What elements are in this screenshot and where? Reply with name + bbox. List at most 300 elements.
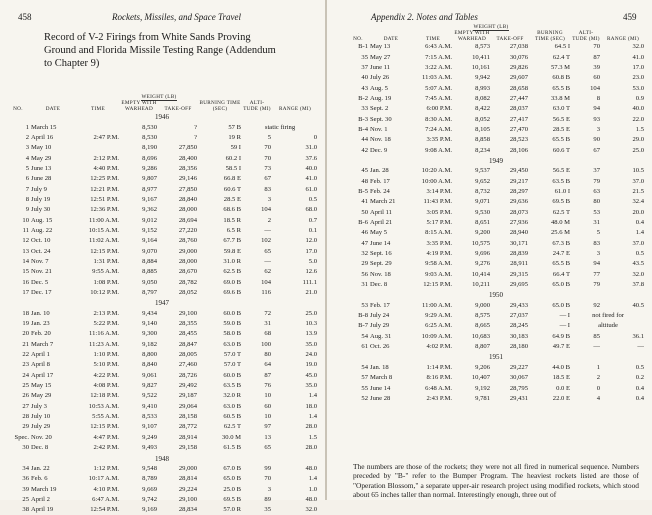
table-row	[6, 195, 318, 205]
cell-date: May 29	[31, 154, 52, 162]
cell-no: B-1	[358, 43, 368, 51]
cell-range: 32.4	[632, 198, 645, 206]
cell-takeoff: 27,038	[509, 43, 529, 51]
cell-alt: 37	[593, 167, 601, 175]
cell-burning: 62.5 B	[223, 268, 242, 276]
cell-takeoff: 28,694	[178, 216, 198, 224]
cell-empty: 9,070	[142, 247, 157, 255]
table-row	[347, 321, 645, 331]
cell-burning: 30.0 M	[221, 433, 242, 441]
cell-date: Jan. 18	[370, 363, 389, 371]
cell-time: 7:15 A.M.	[425, 53, 452, 61]
table-row	[347, 363, 645, 373]
cell-date: June 14	[370, 239, 391, 247]
cell-date: April 19	[31, 506, 54, 514]
cell-empty: 8,840	[142, 361, 157, 369]
cell-date: July 19	[31, 195, 51, 203]
cell-date: March 21	[370, 198, 396, 206]
cell-range: 23.0	[632, 74, 645, 82]
cell-no: B-6	[358, 219, 368, 227]
cell-time: 2:47 P.M.	[93, 133, 119, 141]
cell-time: 4:40 P.M.	[93, 164, 119, 172]
page-number-left: 458	[18, 12, 32, 22]
cell-no: 12	[22, 237, 29, 245]
table-row	[6, 309, 318, 319]
cell-takeoff: 27,447	[509, 94, 529, 102]
cell-takeoff: 28,911	[510, 260, 529, 268]
cell-range: 5.0	[308, 257, 318, 265]
cell-alt: 60	[264, 402, 272, 410]
cell-time	[76, 143, 120, 153]
cell-range: 41.0	[305, 175, 318, 183]
cell-alt: 68	[264, 330, 272, 338]
cell-time: 3:35 P.M.	[426, 136, 452, 144]
cell-takeoff: 28,760	[178, 237, 198, 245]
cell-range: 10.3	[305, 320, 318, 328]
year-label: 1951	[489, 353, 503, 362]
cell-range: 0.5	[635, 250, 645, 258]
cell-burning: 6.5 R	[226, 226, 242, 234]
cell-time: 1:12 P.M.	[93, 464, 119, 472]
table-row	[347, 73, 645, 83]
table-row	[6, 350, 318, 360]
cell-burning: 48.0 M	[550, 219, 571, 227]
cell-burning: 66.4 T	[552, 270, 571, 278]
cell-no: B-3	[358, 115, 368, 123]
cell-empty: 8,789	[142, 475, 157, 483]
cell-time: 12:25 P.M.	[90, 175, 119, 183]
col-empty-header-right: EMPTY WITH WARHEAD	[454, 30, 490, 42]
cell-empty: 10,411	[472, 53, 490, 61]
table-row	[347, 208, 645, 218]
cell-empty: 8,573	[475, 43, 490, 51]
cell-no: 48	[361, 177, 368, 185]
cell-alt: —	[264, 226, 272, 234]
year-label: 1948	[155, 454, 169, 463]
cell-takeoff: 29,000	[178, 247, 198, 255]
cell-takeoff: 27,850	[178, 185, 198, 193]
cell-no: 5	[25, 164, 29, 172]
cell-empty: 8,105	[475, 125, 490, 133]
cell-no: 8	[25, 195, 29, 203]
cell-range: 35.0	[305, 340, 318, 348]
table-row	[347, 187, 645, 197]
cell-no: 21	[22, 340, 29, 348]
cell-empty: 8,993	[475, 84, 490, 92]
cell-time: 2:43 P.M.	[426, 394, 452, 402]
cell-burning: 67.7 B	[223, 237, 242, 245]
cell-burning: 60.6 T	[552, 146, 571, 154]
cell-burning: 63.0 B	[223, 402, 242, 410]
cell-date: Dec. 8	[31, 444, 49, 452]
cell-takeoff: 28,658	[509, 84, 529, 92]
cell-alt: 13	[264, 433, 272, 441]
cell-range: 0.2	[635, 374, 645, 382]
table-row	[6, 184, 318, 194]
cell-date: Dec. 17	[31, 289, 52, 297]
cell-burning: 64.9 B	[552, 332, 571, 340]
cell-date: Nov. 18	[370, 270, 391, 278]
cell-date: July 29	[31, 423, 51, 431]
cell-time: 9:55 A.M.	[92, 268, 119, 276]
year-row	[6, 298, 318, 308]
table-row	[6, 215, 318, 225]
cell-no: 25	[22, 382, 29, 390]
cell-empty: 9,276	[475, 260, 490, 268]
cell-no: 43	[361, 84, 368, 92]
cell-time: 10:20 A.M.	[421, 167, 452, 175]
table-row	[347, 394, 645, 404]
cell-alt: 70	[264, 475, 272, 483]
cell-no: 2	[25, 133, 29, 141]
cell-takeoff: 28,245	[509, 322, 529, 330]
cell-range: 1.4	[308, 392, 318, 400]
cell-empty: 8,858	[475, 136, 490, 144]
cell-date: Dec. 8	[370, 281, 388, 289]
cell-date: May 15	[31, 382, 52, 390]
cell-burning: 61.0 I	[554, 187, 571, 195]
cell-date: March 7	[31, 340, 54, 348]
cell-date: Sept. 2	[370, 105, 389, 113]
cell-no: 18	[22, 309, 29, 317]
cell-range: 25.0	[305, 309, 318, 317]
cell-no: 10	[22, 216, 29, 224]
cell-date: April 11	[370, 208, 392, 216]
cell-alt: 2	[596, 374, 601, 382]
cell-no: 57	[361, 374, 368, 382]
cell-alt: 8	[596, 94, 601, 102]
cell-takeoff: 27,220	[178, 226, 198, 234]
cell-alt: 39	[593, 63, 601, 71]
cell-range: 28.0	[305, 423, 318, 431]
cell-time: 8:30 A.M.	[425, 115, 452, 123]
cell-range: 12.6	[305, 268, 318, 276]
cell-date: Aug. 5	[370, 84, 388, 92]
cell-empty: 9,000	[475, 301, 490, 309]
cell-time: 8:15 A.M.	[425, 229, 452, 237]
cell-burning: 32.0 R	[223, 392, 242, 400]
cell-empty: 9,169	[142, 506, 157, 514]
cell-takeoff: 29,450	[509, 167, 529, 175]
cell-date: Sept. 30	[370, 115, 392, 123]
cell-time: 4:47 P.M.	[93, 433, 119, 441]
cell-date: July 10	[31, 413, 51, 421]
cell-date: April 21	[370, 219, 393, 227]
cell-time: 12:21 P.M.	[90, 185, 119, 193]
cell-range: 32.0	[305, 506, 318, 514]
table-row	[6, 474, 318, 484]
cell-alt: 99	[264, 464, 272, 472]
cell-range: 40.5	[632, 301, 645, 309]
table-row	[6, 164, 318, 174]
right-page	[327, 0, 652, 500]
cell-time: 4:22 P.M.	[93, 371, 119, 379]
cell-burning: 68.6 B	[223, 206, 242, 214]
cell-time: 1:14 P.M.	[426, 363, 452, 371]
table-row	[6, 391, 318, 401]
cell-no: 33	[361, 105, 368, 113]
cell-empty: 8,533	[142, 413, 157, 421]
table-row	[347, 280, 645, 290]
cell-no: 27	[22, 402, 29, 410]
cell-alt: 102	[261, 237, 272, 245]
col-date-header: DATE	[45, 106, 61, 112]
cell-date: Oct. 26	[370, 343, 390, 351]
cell-alt: 70	[264, 144, 272, 152]
cell-alt: 3	[267, 485, 272, 493]
cell-burning: 65.5 B	[552, 136, 571, 144]
cell-burning: 57 B	[228, 123, 242, 131]
cell-date: Feb. 20	[31, 330, 51, 338]
cell-alt: 83	[264, 185, 272, 193]
cell-burning: 57.3 M	[550, 63, 571, 71]
cell-alt: 104	[590, 84, 601, 92]
cell-alt: 35	[264, 506, 272, 514]
cell-date: April 8	[31, 361, 50, 369]
cell-burning: 65.5 B	[552, 84, 571, 92]
cell-takeoff: 29,431	[509, 394, 529, 402]
cell-range: 32.0	[632, 270, 645, 278]
table-row	[6, 381, 318, 391]
cell-alt: 79	[593, 177, 601, 185]
cell-alt: 76	[264, 382, 272, 390]
cell-time: 10:09 A.M.	[421, 332, 452, 340]
cell-no: 54	[361, 363, 368, 371]
cell-date: July 24	[370, 312, 390, 320]
cell-alt: 87	[264, 371, 272, 379]
cell-burning: 57.0 T	[223, 351, 242, 359]
cell-takeoff: 28,180	[509, 343, 529, 351]
cell-no: 53	[361, 301, 368, 309]
cell-date: June 11	[370, 63, 391, 71]
cell-time: 11:23 A.M.	[89, 340, 119, 348]
left-page	[0, 0, 326, 514]
cell-range: 1.5	[308, 433, 318, 441]
cell-empty: 9,167	[142, 195, 157, 203]
cell-no: 34	[22, 464, 29, 472]
cell-date: Aug. 19	[370, 94, 392, 102]
cell-range: 37.6	[305, 154, 318, 162]
cell-alt: 4	[596, 394, 601, 402]
cell-time: 4:19 P.M.	[426, 250, 452, 258]
cell-alt: 3	[267, 195, 272, 203]
cell-date: July 30	[31, 206, 51, 214]
cell-note: altitude	[598, 322, 618, 330]
col-no-header: NO.	[13, 106, 23, 112]
cell-alt: 77	[593, 270, 601, 278]
cell-empty: 8,422	[475, 105, 490, 113]
cell-takeoff: 27,850	[178, 144, 198, 152]
table-row	[347, 249, 645, 259]
cell-no: B-8	[358, 312, 368, 320]
cell-time: 4:08 P.M.	[93, 382, 119, 390]
table-row	[347, 332, 645, 342]
cell-alt: 79	[593, 281, 601, 289]
cell-time: 5:07 A.M.	[425, 84, 452, 92]
cell-alt: 31	[593, 219, 601, 227]
cell-empty: 8,530	[142, 133, 157, 141]
cell-empty: 10,161	[471, 63, 490, 71]
col-takeoff-header: TAKE-OFF	[164, 106, 192, 112]
col-altitude-header: ALTI- TUDE (MI)	[243, 100, 271, 112]
cell-alt: 60	[593, 74, 601, 82]
cell-empty: 9,410	[142, 402, 157, 410]
cell-no: 32	[361, 250, 368, 258]
cell-no: 4	[25, 154, 29, 162]
cell-no: 7	[25, 185, 29, 193]
cell-takeoff: 28,782	[178, 278, 198, 286]
table-row	[6, 278, 318, 288]
cell-alt: 80	[264, 351, 272, 359]
cell-time: 11:00 A.M.	[422, 301, 452, 309]
table-row	[347, 52, 645, 62]
cell-time: 7:45 A.M.	[425, 94, 452, 102]
table-row	[347, 197, 645, 207]
cell-takeoff: 28,356	[178, 164, 198, 172]
cell-takeoff: 28,670	[178, 268, 198, 276]
table-row	[6, 122, 318, 132]
cell-empty: 8,732	[475, 187, 490, 195]
cell-alt: —	[593, 343, 601, 351]
cell-burning: 65.0 B	[223, 475, 242, 483]
cell-alt: 10	[264, 392, 272, 400]
cell-date: Aug. 31	[370, 332, 392, 340]
cell-time: 10:12 P.M.	[90, 289, 119, 297]
cell-range: 1.0	[308, 485, 318, 493]
cell-burning: 59.0 B	[223, 320, 242, 328]
cell-takeoff: 28,297	[509, 187, 529, 195]
cell-date: April 2	[31, 495, 50, 503]
cell-empty: 9,200	[475, 229, 490, 237]
cell-time: 7:24 A.M.	[425, 125, 452, 133]
cell-time: 12:51 P.M.	[90, 195, 119, 203]
cell-empty: 8,575	[475, 312, 490, 320]
cell-alt: 80	[593, 198, 601, 206]
cell-burning: 60.2 I	[225, 154, 242, 162]
cell-no: 29	[361, 260, 368, 268]
cell-range: 0.4	[635, 384, 645, 392]
cell-date: June 28	[31, 175, 52, 183]
table-row	[6, 257, 318, 267]
cell-date: Aug. 15	[31, 216, 53, 224]
cell-range: 32.0	[632, 43, 645, 51]
cell-range: 0.7	[308, 216, 318, 224]
cell-time: 10:15 A.M.	[88, 226, 119, 234]
cell-takeoff: 30,076	[509, 53, 529, 61]
cell-time: 12:36 P.M.	[90, 206, 119, 214]
cell-alt: 31	[264, 320, 272, 328]
table-row	[6, 412, 318, 422]
cell-no: 19	[22, 320, 29, 328]
cell-no: 36	[22, 475, 29, 483]
table-row	[6, 340, 318, 350]
cell-takeoff: 28,158	[178, 413, 198, 421]
col-time-header-right: TIME	[426, 36, 440, 42]
cell-date: March 15	[31, 123, 57, 131]
cell-range: 21.5	[632, 187, 645, 195]
cell-empty: 9,249	[142, 433, 157, 441]
cell-range: 48.0	[305, 464, 318, 472]
cell-time: 4:02 P.M.	[426, 343, 452, 351]
cell-burning: 63.0 T	[552, 105, 571, 113]
table-row	[347, 63, 645, 73]
weight-group-header: WEIGHT (LB)	[141, 94, 177, 100]
cell-no: 9	[25, 206, 29, 214]
cell-burning: 67.0 B	[223, 464, 242, 472]
table-row	[6, 236, 318, 246]
cell-alt: 67	[264, 175, 272, 183]
cell-no: 11	[22, 226, 29, 234]
table-row	[347, 239, 645, 249]
cell-empty: 8,797	[142, 289, 157, 297]
cell-range: 37.0	[632, 239, 645, 247]
table-row	[347, 166, 645, 176]
cell-no: 35	[361, 53, 368, 61]
table-body-left	[6, 112, 318, 515]
cell-date: Nov. 1	[370, 125, 388, 133]
cell-takeoff: 29,695	[509, 281, 529, 289]
col-date-header-right: DATE	[383, 36, 399, 42]
year-row	[347, 156, 645, 166]
cell-takeoff: 30,067	[509, 374, 529, 382]
cell-range: 0.5	[635, 363, 645, 371]
cell-no: 54	[361, 332, 368, 340]
table-row	[6, 433, 318, 443]
cell-empty: 8,190	[142, 144, 157, 152]
cell-takeoff: 29,146	[178, 175, 198, 183]
table-body-right	[347, 42, 645, 404]
cell-range: 24.0	[305, 351, 318, 359]
cell-range: —	[637, 343, 645, 351]
cell-date: Nov. 21	[31, 268, 52, 276]
cell-burning: 60.6 T	[223, 185, 242, 193]
cell-empty: 8,052	[475, 115, 490, 123]
weight-group-header-right: WEIGHT (LB)	[473, 24, 509, 30]
cell-note: not fired for	[592, 312, 624, 320]
cell-empty: 9,530	[475, 208, 490, 216]
cell-time: 1:31 P.M.	[93, 257, 119, 265]
cell-range: 1.4	[635, 229, 645, 237]
cell-time: 1:08 P.M.	[93, 278, 119, 286]
cell-burning: 60.0 B	[223, 371, 242, 379]
col-empty-header: EMPTY WITH WARHEAD	[121, 100, 157, 112]
page-number-right: 459	[623, 12, 637, 22]
cell-date: Feb. 17	[370, 301, 390, 309]
cell-no: B-2	[358, 94, 368, 102]
cell-time: 11:02 A.M.	[89, 237, 119, 245]
table-row	[6, 174, 318, 184]
cell-date: May 10	[31, 144, 52, 152]
cell-no: 38	[22, 506, 29, 514]
cell-no: 39	[22, 485, 29, 493]
cell-date: July 9	[31, 185, 47, 193]
cell-takeoff: 28,840	[178, 195, 198, 203]
cell-empty: 9,140	[142, 320, 157, 328]
cell-empty: 9,061	[142, 371, 157, 379]
cell-takeoff: 29,607	[509, 74, 529, 82]
cell-burning: 62.4 T	[552, 53, 571, 61]
cell-range: 28.0	[305, 444, 318, 452]
cell-empty: 8,807	[475, 343, 490, 351]
cell-alt: 0	[596, 384, 601, 392]
cell-alt: 3	[596, 250, 601, 258]
cell-empty: 8,234	[475, 146, 490, 154]
cell-time: 9:08 A.M.	[425, 146, 452, 154]
table-row	[6, 464, 318, 474]
col-burning-header: BURNING TIME (SEC)	[199, 100, 241, 112]
cell-takeoff: 28,795	[509, 384, 529, 392]
cell-empty: 9,652	[475, 177, 490, 185]
